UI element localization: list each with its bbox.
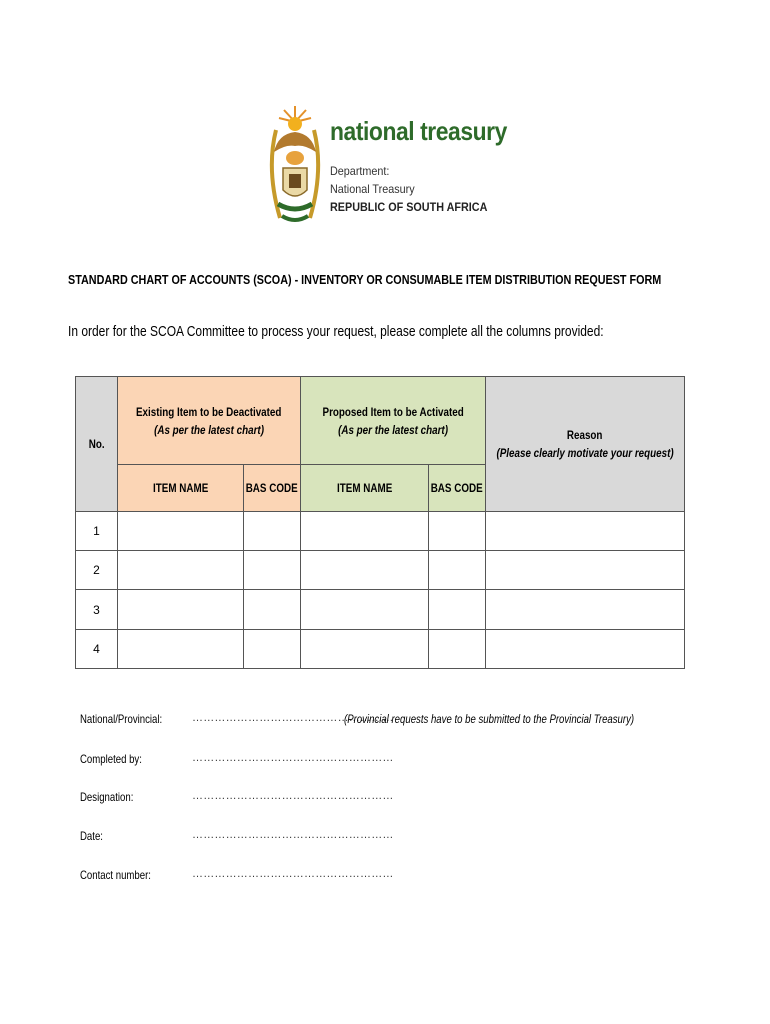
proposed-item-name-header: ITEM NAME [300, 464, 429, 512]
existing-item-name-header: ITEM NAME [117, 464, 244, 512]
existing-bas-code-cell[interactable] [243, 589, 301, 630]
proposed-bas-code-cell[interactable] [428, 511, 486, 551]
completed-by-label: Completed by: [80, 752, 142, 766]
proposed-item-name-cell[interactable] [300, 629, 429, 669]
designation-input[interactable]: ……………………………………………… [192, 790, 394, 802]
row-number: 3 [75, 589, 118, 630]
row-number: 2 [75, 550, 118, 590]
department-label: Department: [330, 164, 390, 178]
reason-cell[interactable] [485, 629, 685, 669]
proposed-item-name-cell[interactable] [300, 511, 429, 551]
completed-by-input[interactable]: ……………………………………………… [192, 752, 394, 764]
country-name: REPUBLIC OF SOUTH AFRICA [330, 200, 488, 214]
brand-name: national treasury [330, 116, 507, 146]
existing-item-name-cell[interactable] [117, 629, 244, 669]
contact-number-field[interactable] [80, 868, 394, 882]
existing-bas-code-cell[interactable] [243, 550, 301, 590]
reason-cell[interactable] [485, 511, 685, 551]
proposed-bas-code-header: BAS CODE [428, 464, 486, 512]
reason-header: Reason (Please clearly motivate your request) [485, 376, 685, 512]
completed-by-field[interactable] [80, 752, 394, 766]
existing-item-header: Existing Item to be Deactivated (As per the latest chart) [117, 376, 301, 465]
form-instruction: In order for the SCOA Committee to process your request, please complete all the columns provided: [68, 323, 604, 340]
existing-item-name-cell[interactable] [117, 550, 244, 590]
existing-bas-code-cell[interactable] [243, 511, 301, 551]
reason-cell[interactable] [485, 550, 685, 590]
proposed-bas-code-cell[interactable] [428, 629, 486, 669]
date-field[interactable] [80, 829, 394, 843]
form-title: STANDARD CHART OF ACCOUNTS (SCOA) - INVENTORY OR CONSUMABLE ITEM DISTRIBUTION REQUEST FORM [68, 272, 662, 287]
proposed-bas-code-cell[interactable] [428, 589, 486, 630]
request-table [75, 376, 685, 669]
existing-item-name-cell[interactable] [117, 589, 244, 630]
national-provincial-field[interactable] [80, 712, 635, 726]
proposed-item-header: Proposed Item to be Activated (As per the latest chart) [300, 376, 486, 465]
designation-field[interactable] [80, 790, 394, 804]
date-label: Date: [80, 829, 103, 843]
reason-cell[interactable] [485, 589, 685, 630]
date-input[interactable]: ……………………………………………… [192, 829, 394, 841]
letterhead [264, 100, 507, 230]
no-header: No. [75, 376, 118, 512]
contact-number-label: Contact number: [80, 868, 151, 882]
national-provincial-input[interactable]: ……………………………………………… [192, 712, 394, 724]
row-number: 1 [75, 511, 118, 551]
proposed-item-name-cell[interactable] [300, 589, 429, 630]
national-provincial-label: National/Provincial: [80, 712, 163, 726]
proposed-bas-code-cell[interactable] [428, 550, 486, 590]
existing-bas-code-cell[interactable] [243, 629, 301, 669]
existing-item-name-cell[interactable] [117, 511, 244, 551]
provincial-note: (Provincial requests have to be submitted to the Provincial Treasury) [344, 712, 635, 726]
coat-of-arms-icon [264, 100, 326, 230]
designation-label: Designation: [80, 790, 134, 804]
proposed-item-name-cell[interactable] [300, 550, 429, 590]
row-number: 4 [75, 629, 118, 669]
department-name: National Treasury [330, 182, 415, 196]
existing-bas-code-header: BAS CODE [243, 464, 301, 512]
contact-number-input[interactable]: ……………………………………………… [192, 868, 394, 880]
